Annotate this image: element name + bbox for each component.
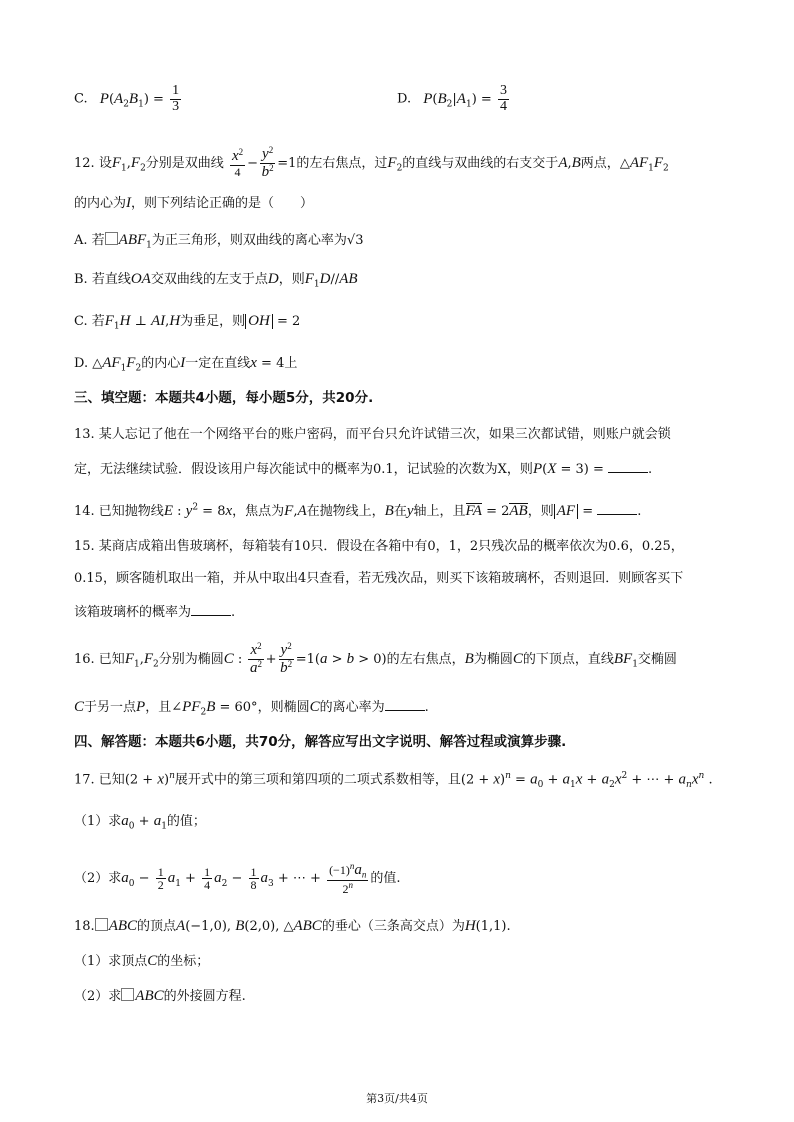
section-heading-solutions: 四、解答题：本题共6小题，共70分，解答应写出文字说明、解答过程或演算步骤. bbox=[74, 734, 567, 750]
fraction: $\frac{1}{3}$ bbox=[172, 83, 180, 114]
q13-line2: 定，无法继续试验．假设该用户每次能试中的概率为0.1，记试验的次数为X，则P(X = 3) = . bbox=[74, 461, 653, 477]
answer-blank bbox=[597, 502, 637, 515]
triangle-placeholder-icon bbox=[121, 988, 134, 1001]
q13-line1: 13. 某人忘记了他在一个网络平台的账户密码，而平台只允许试错三次，如果三次都试错，则账户就会锁 bbox=[74, 427, 671, 442]
q15-line3: 该箱玻璃杯的概率为 . bbox=[74, 605, 236, 620]
answer-blank bbox=[191, 603, 231, 616]
q12-stem: 12. 设$F_1,F_2$分别是双曲线 $\frac{x^2}{4}$ − $\frac{y^2}{b^2}$ =1的左右焦点，过$F_2$的直线与双曲线的右支交于A,B两点，$\triangle AF_1F_2$ bbox=[74, 145, 669, 180]
q11-option-d: D. $P(B_2|A_1)$ = $\frac{3}{4}$ bbox=[397, 83, 507, 114]
q12-stem-cont: 的内心为I，则下列结论正确的是（ ） bbox=[74, 195, 314, 211]
q17-part2: （2）求$a_0$ − $\frac{1}{2}$ $a_1$ + $\frac{1}{4}$ $a_2$ − $\frac{1}{8}$ $a_3$ + ⋯ + $\frac{(-1)^na_n}{2^n}$ 的值. bbox=[74, 861, 401, 896]
triangle-placeholder-icon bbox=[95, 918, 108, 931]
q12-option-b: B. 若直线OA交双曲线的左支于点D，则$F_1D//AB$ bbox=[74, 271, 358, 290]
section-heading-fill-in: 三、填空题：本题共4小题，每小题5分，共20分. bbox=[74, 390, 374, 406]
q12-option-d: D. $\triangle AF_1F_2$的内心I一定在直线x = 4上 bbox=[74, 355, 298, 374]
page-footer: 第3页/共4页 bbox=[366, 1092, 428, 1105]
q17-part1: （1）求$a_0 + a_1$的值； bbox=[74, 813, 206, 832]
q18-stem: 18. ABC的顶点A(−1,0), B(2,0), △ABC的垂心（三条高交点）为H(1,1). bbox=[74, 918, 511, 934]
q15-line2: 0.15，顾客随机取出一箱，并从中取出4只查看，若无残次品，则买下该箱玻璃杯，否则退回．则顾客买下 bbox=[74, 571, 684, 586]
q17-stem: 17. 已知$(2 + x)^n$展开式中的第三项和第四项的二项式系数相等，且$(2 + x)^n = a_0 + a_1x + a_2x^2$ + ⋯ + $a_nx^n$ . bbox=[74, 771, 713, 790]
q18-part1: （1）求顶点C的坐标； bbox=[74, 953, 210, 969]
q18-part2: （2）求 ABC的外接圆方程. bbox=[74, 988, 246, 1004]
q14-stem: 14. 已知抛物线E : $y^2 = 8x$，焦点为F,A在抛物线上，B在y轴上，且FA = 2AB，则 AF = . bbox=[74, 502, 642, 519]
q16-stem: 16. 已知$F_1,F_2$分别为椭圆C : $\frac{x^2}{a^2}$ + $\frac{y^2}{b^2}$ =1(a > b > 0)的左右焦点，B为椭圆C的下顶点，直线$BF_1$交椭圆 bbox=[74, 641, 677, 676]
answer-blank bbox=[385, 698, 425, 711]
triangle-placeholder-icon bbox=[105, 232, 118, 245]
q11-option-c: C. $P(A_2B_1)$ = $\frac{1}{3}$ bbox=[74, 83, 180, 114]
answer-blank bbox=[608, 460, 648, 473]
fraction: $\frac{3}{4}$ bbox=[499, 83, 507, 114]
q16-stem-cont: C于另一点P，且$\angle PF_2B = 60^\circ$，则椭圆C的离心率为 . bbox=[74, 699, 429, 718]
q12-option-c: C. 若$F_1H$ ⊥ AI,H为垂足，则 OH = 2 bbox=[74, 313, 301, 332]
q15-line1: 15. 某商店成箱出售玻璃杯，每箱装有10只．假设在各箱中有0，1，2只残次品的概率依次为0.6，0.25， bbox=[74, 539, 684, 554]
q12-option-a: A. 若 $ABF_1$为正三角形，则双曲线的离心率为√3 bbox=[74, 232, 364, 251]
